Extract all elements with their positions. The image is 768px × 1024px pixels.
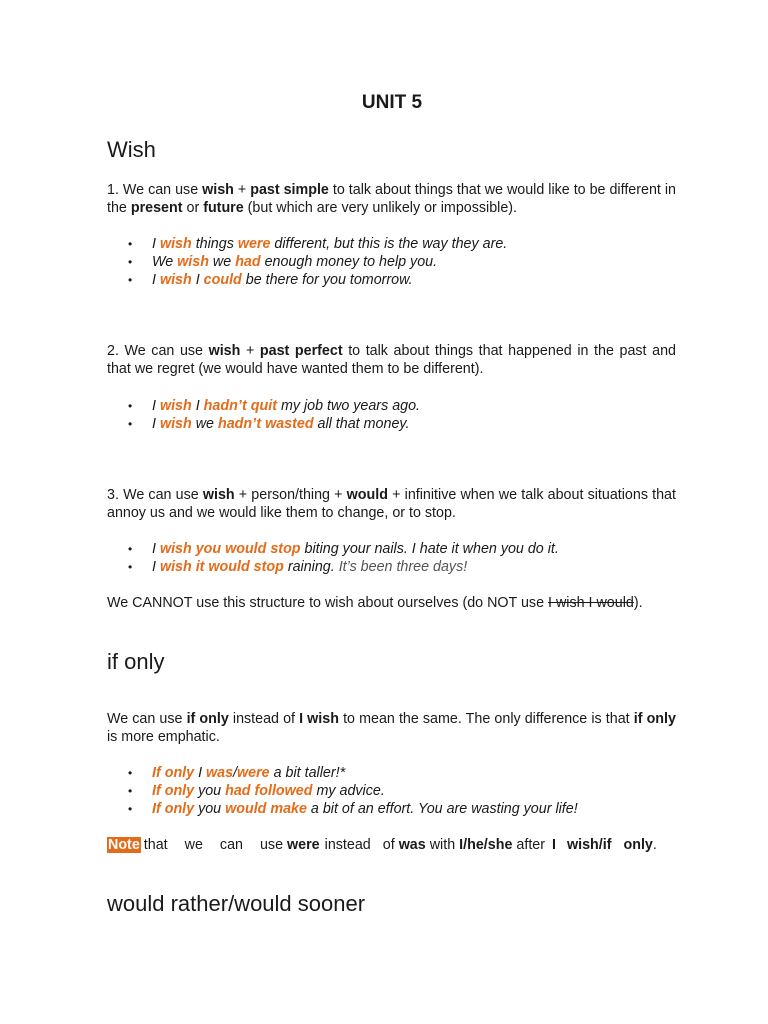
- page-title: UNIT 5: [361, 92, 423, 113]
- cannot-note: We CANNOT use this structure to wish about ourselves (do NOT use I wish I would).: [107, 595, 643, 611]
- list-item: • If only you would make a bit of an effort. You are wasting your life!: [128, 800, 688, 818]
- note-line: Note that we can use were instead of was with I/he/she after I wish/if only.: [108, 837, 657, 853]
- list-item: • I wish I could be there for you tomorrow.: [128, 271, 688, 289]
- list-1: [128, 235, 688, 289]
- list-4: [128, 764, 688, 818]
- paragraph-3: 3. We can use wish + person/thing + would + infinitive when we talk about situations that annoy us and we would like them to change, or to stop.: [107, 487, 676, 521]
- list-2: [128, 397, 688, 433]
- paragraph-4: We can use if only instead of I wish to mean the same. The only difference is that if only is more emphatic.: [107, 711, 676, 745]
- paragraph-1: 1. We can use wish + past simple to talk about things that we would like to be different in the present or future (but which are very unlikely or impossible).: [107, 182, 676, 216]
- list-item: • I wish we hadn’t wasted all that money.: [128, 415, 688, 433]
- heading-would-rather: would rather/would sooner: [107, 891, 366, 916]
- list-item: • We wish we had enough money to help you.: [128, 253, 688, 271]
- heading-wish: Wish: [107, 137, 156, 162]
- list-item: • I wish I hadn’t quit my job two years ago.: [128, 397, 688, 415]
- list-item: • If only I was/were a bit taller!*: [128, 764, 688, 782]
- list-item: • If only you had followed my advice.: [128, 782, 688, 800]
- heading-if-only: if only: [107, 649, 165, 674]
- list-item: • I wish things were different, but this is the way they are.: [128, 235, 688, 253]
- paragraph-2: 2. We can use wish + past perfect to talk about things that happened in the past and that we regret (we would have wanted them to be different).: [107, 343, 676, 377]
- list-item: • I wish you would stop biting your nails. I hate it when you do it.: [128, 540, 688, 558]
- list-item: • I wish it would stop raining. It’s been three days!: [128, 558, 688, 576]
- note-label: Note: [108, 837, 140, 853]
- list-3: [128, 540, 688, 576]
